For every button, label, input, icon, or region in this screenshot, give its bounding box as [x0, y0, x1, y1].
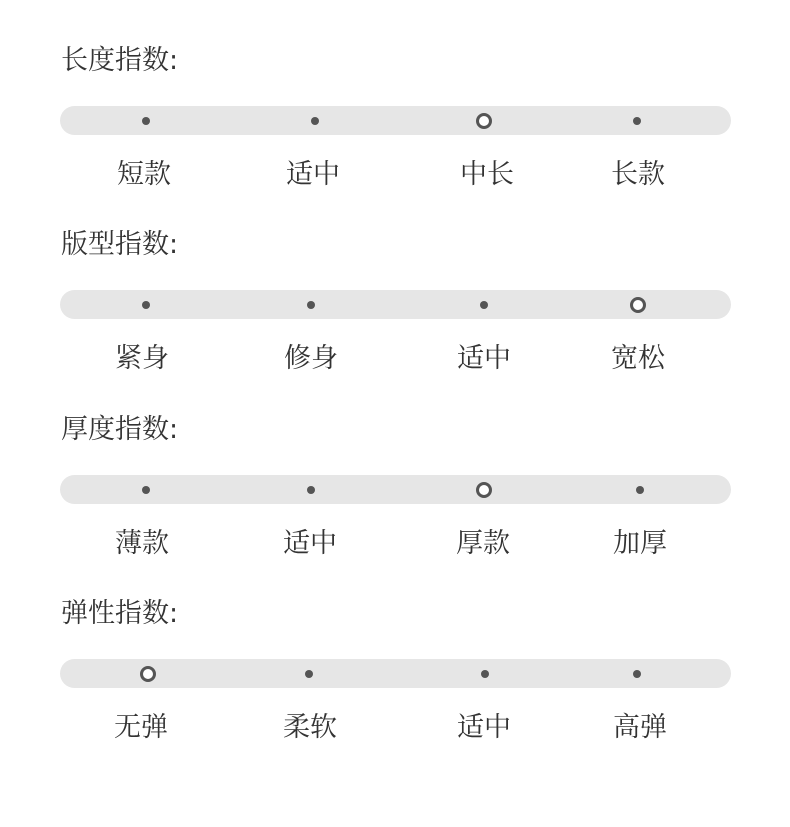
- length-option-long-dot[interactable]: [633, 117, 641, 125]
- length-option-mid-long-label[interactable]: 中长: [460, 159, 514, 190]
- length-index-group: [0, 46, 790, 196]
- elasticity-option-high-dot[interactable]: [633, 670, 641, 678]
- thickness-index-slider-track[interactable]: [60, 475, 731, 504]
- length-option-long-label[interactable]: 长款: [611, 159, 665, 190]
- fit-index-slider-track[interactable]: [60, 290, 731, 319]
- thickness-option-medium-dot[interactable]: [307, 486, 315, 494]
- fit-option-slim-label[interactable]: 修身: [284, 343, 338, 374]
- length-option-short-dot[interactable]: [142, 117, 150, 125]
- fit-option-loose-label[interactable]: 宽松: [611, 343, 665, 374]
- fit-option-tight-dot[interactable]: [142, 301, 150, 309]
- fit-option-slim-dot[interactable]: [307, 301, 315, 309]
- fit-index-group: [0, 230, 790, 380]
- thickness-index-title: 厚度指数:: [61, 414, 179, 445]
- length-index-slider-track[interactable]: [60, 106, 731, 135]
- thickness-option-thin-dot[interactable]: [142, 486, 150, 494]
- elasticity-option-medium-dot[interactable]: [481, 670, 489, 678]
- elasticity-option-medium-label[interactable]: 适中: [457, 712, 511, 743]
- length-index-title: 长度指数:: [61, 45, 179, 76]
- thickness-option-thick-dot[interactable]: [476, 482, 492, 498]
- thickness-option-extra-thick-label[interactable]: 加厚: [613, 528, 667, 559]
- elasticity-option-none-label[interactable]: 无弹: [114, 712, 168, 743]
- elasticity-option-soft-label[interactable]: 柔软: [283, 712, 337, 743]
- elasticity-index-title: 弹性指数:: [61, 598, 179, 629]
- thickness-option-medium-label[interactable]: 适中: [283, 528, 337, 559]
- fit-option-loose-dot[interactable]: [630, 297, 646, 313]
- length-option-medium-label[interactable]: 适中: [286, 159, 340, 190]
- fit-option-regular-dot[interactable]: [480, 301, 488, 309]
- elasticity-option-high-label[interactable]: 高弹: [613, 712, 667, 743]
- fit-option-tight-label[interactable]: 紧身: [115, 343, 169, 374]
- length-option-short-label[interactable]: 短款: [117, 159, 171, 190]
- fit-option-regular-label[interactable]: 适中: [457, 343, 511, 374]
- elasticity-index-slider-track[interactable]: [60, 659, 731, 688]
- thickness-index-group: [0, 415, 790, 565]
- length-option-medium-dot[interactable]: [311, 117, 319, 125]
- elasticity-option-none-dot[interactable]: [140, 666, 156, 682]
- elasticity-option-soft-dot[interactable]: [305, 670, 313, 678]
- thickness-option-thin-label[interactable]: 薄款: [115, 528, 169, 559]
- length-option-mid-long-dot[interactable]: [476, 113, 492, 129]
- thickness-option-thick-label[interactable]: 厚款: [456, 528, 510, 559]
- fit-index-title: 版型指数:: [61, 229, 179, 260]
- thickness-option-extra-thick-dot[interactable]: [636, 486, 644, 494]
- elasticity-index-group: [0, 599, 790, 749]
